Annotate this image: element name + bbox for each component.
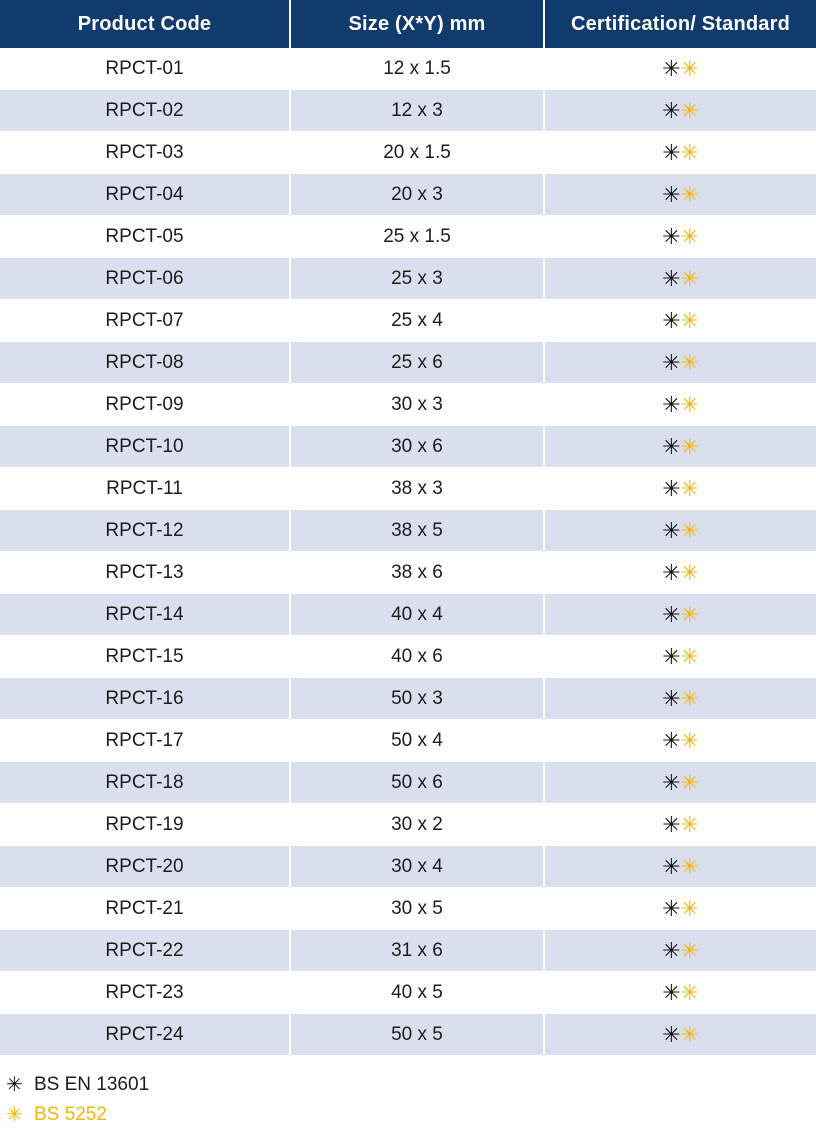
cell-size: 40 x 4: [290, 594, 544, 636]
table-header: [0, 0, 816, 48]
star-icon: ✳: [662, 937, 681, 963]
table-row: [0, 300, 816, 342]
cell-size: 25 x 1.5: [290, 216, 544, 258]
cell-product-code: RPCT-10: [0, 426, 290, 468]
star-icon: ✳: [680, 391, 699, 417]
cell-certification: [544, 510, 816, 552]
cell-size: 31 x 6: [290, 930, 544, 972]
cell-certification: [544, 300, 816, 342]
cell-certification: [544, 468, 816, 510]
star-icon: ✳: [680, 853, 699, 879]
legend-label: BS EN 13601: [34, 1074, 150, 1095]
cell-certification: [544, 930, 816, 972]
cell-certification: [544, 384, 816, 426]
cell-size: 25 x 4: [290, 300, 544, 342]
legend-item: [6, 1070, 816, 1100]
cell-size: 40 x 6: [290, 636, 544, 678]
cell-size: 20 x 3: [290, 174, 544, 216]
cell-size: 12 x 1.5: [290, 48, 544, 90]
cell-certification: [544, 636, 816, 678]
star-icon: ✳: [662, 685, 681, 711]
cell-product-code: RPCT-13: [0, 552, 290, 594]
star-icon: ✳: [680, 517, 699, 543]
table-row: [0, 804, 816, 846]
cell-product-code: RPCT-20: [0, 846, 290, 888]
legend-item: [6, 1100, 816, 1130]
cell-certification: [544, 804, 816, 846]
star-icon: ✳: [680, 937, 699, 963]
cell-size: 50 x 3: [290, 678, 544, 720]
star-icon: ✳: [662, 391, 681, 417]
cell-product-code: RPCT-05: [0, 216, 290, 258]
cell-product-code: RPCT-21: [0, 888, 290, 930]
star-icon: ✳: [662, 895, 681, 921]
table-row: [0, 132, 816, 174]
table-row: [0, 720, 816, 762]
table-row: [0, 216, 816, 258]
star-icon: ✳: [680, 811, 699, 837]
table-row: [0, 930, 816, 972]
cell-size: 38 x 6: [290, 552, 544, 594]
table-row: [0, 552, 816, 594]
table-row: [0, 636, 816, 678]
cell-certification: [544, 48, 816, 90]
cell-size: 50 x 6: [290, 762, 544, 804]
star-icon: ✳: [680, 139, 699, 165]
star-icon: ✳: [680, 475, 699, 501]
star-icon: ✳: [662, 811, 681, 837]
cell-size: 20 x 1.5: [290, 132, 544, 174]
cell-product-code: RPCT-02: [0, 90, 290, 132]
star-icon: ✳: [662, 307, 681, 333]
cell-size: 25 x 3: [290, 258, 544, 300]
table-row: [0, 762, 816, 804]
cell-size: 38 x 3: [290, 468, 544, 510]
cell-certification: [544, 888, 816, 930]
star-icon: ✳: [662, 853, 681, 879]
cell-size: 40 x 5: [290, 972, 544, 1014]
cell-certification: [544, 972, 816, 1014]
star-icon: ✳: [680, 181, 699, 207]
star-icon: ✳: [662, 475, 681, 501]
table-row: [0, 594, 816, 636]
column-header-certification: Certification/ Standard: [544, 0, 816, 48]
star-icon: ✳: [680, 685, 699, 711]
table-body: [0, 48, 816, 1056]
cell-certification: [544, 174, 816, 216]
star-icon: ✳: [680, 979, 699, 1005]
table-row: [0, 90, 816, 132]
table-row: [0, 258, 816, 300]
cell-size: 50 x 4: [290, 720, 544, 762]
star-icon: ✳: [662, 559, 681, 585]
star-icon: ✳: [662, 223, 681, 249]
cell-product-code: RPCT-16: [0, 678, 290, 720]
legend-label: BS 5252: [34, 1104, 107, 1125]
star-icon: ✳: [680, 1021, 699, 1047]
legend: [0, 1056, 816, 1130]
cell-size: 30 x 2: [290, 804, 544, 846]
star-icon: ✳: [680, 769, 699, 795]
cell-size: 30 x 3: [290, 384, 544, 426]
cell-product-code: RPCT-04: [0, 174, 290, 216]
cell-product-code: RPCT-11: [0, 468, 290, 510]
cell-certification: [544, 1014, 816, 1056]
star-icon: ✳: [662, 601, 681, 627]
star-icon: ✳: [680, 349, 699, 375]
star-icon: ✳: [680, 265, 699, 291]
table-row: [0, 888, 816, 930]
cell-size: 30 x 5: [290, 888, 544, 930]
cell-size: 30 x 6: [290, 426, 544, 468]
star-icon: ✳: [662, 517, 681, 543]
table-row: [0, 48, 816, 90]
cell-product-code: RPCT-12: [0, 510, 290, 552]
star-icon: ✳: [662, 55, 681, 81]
cell-certification: [544, 90, 816, 132]
cell-product-code: RPCT-23: [0, 972, 290, 1014]
cell-certification: [544, 552, 816, 594]
cell-certification: [544, 258, 816, 300]
cell-product-code: RPCT-18: [0, 762, 290, 804]
table-row: [0, 972, 816, 1014]
table-row: [0, 846, 816, 888]
table-row: [0, 510, 816, 552]
cell-size: 12 x 3: [290, 90, 544, 132]
table-row: [0, 174, 816, 216]
table-row: [0, 468, 816, 510]
star-icon: ✳: [680, 223, 699, 249]
cell-product-code: RPCT-01: [0, 48, 290, 90]
cell-product-code: RPCT-24: [0, 1014, 290, 1056]
star-icon: ✳: [662, 643, 681, 669]
star-icon: ✳: [662, 265, 681, 291]
cell-product-code: RPCT-07: [0, 300, 290, 342]
cell-size: 38 x 5: [290, 510, 544, 552]
star-icon: ✳: [662, 1021, 681, 1047]
cell-size: 25 x 6: [290, 342, 544, 384]
star-icon: ✳: [680, 433, 699, 459]
star-icon: ✳: [680, 895, 699, 921]
star-icon: ✳: [680, 601, 699, 627]
star-icon: ✳: [662, 979, 681, 1005]
cell-certification: [544, 678, 816, 720]
cell-product-code: RPCT-03: [0, 132, 290, 174]
star-icon: ✳: [6, 1074, 23, 1096]
star-icon: ✳: [680, 97, 699, 123]
cell-product-code: RPCT-06: [0, 258, 290, 300]
cell-certification: [544, 846, 816, 888]
star-icon: ✳: [662, 97, 681, 123]
cell-certification: [544, 594, 816, 636]
cell-certification: [544, 426, 816, 468]
cell-product-code: RPCT-14: [0, 594, 290, 636]
cell-product-code: RPCT-09: [0, 384, 290, 426]
star-icon: ✳: [662, 139, 681, 165]
star-icon: ✳: [6, 1104, 23, 1126]
cell-product-code: RPCT-22: [0, 930, 290, 972]
star-icon: ✳: [662, 769, 681, 795]
column-header-size: Size (X*Y) mm: [290, 0, 544, 48]
cell-product-code: RPCT-15: [0, 636, 290, 678]
cell-certification: [544, 132, 816, 174]
table-row: [0, 342, 816, 384]
cell-certification: [544, 342, 816, 384]
star-icon: ✳: [662, 433, 681, 459]
cell-product-code: RPCT-19: [0, 804, 290, 846]
star-icon: ✳: [662, 181, 681, 207]
table-header-row: [0, 0, 816, 48]
cell-certification: [544, 720, 816, 762]
table-row: [0, 1014, 816, 1056]
star-icon: ✳: [680, 559, 699, 585]
cell-size: 50 x 5: [290, 1014, 544, 1056]
cell-product-code: RPCT-08: [0, 342, 290, 384]
table-row: [0, 426, 816, 468]
star-icon: ✳: [680, 55, 699, 81]
cell-size: 30 x 4: [290, 846, 544, 888]
cell-product-code: RPCT-17: [0, 720, 290, 762]
column-header-product-code: Product Code: [0, 0, 290, 48]
star-icon: ✳: [662, 349, 681, 375]
star-icon: ✳: [680, 307, 699, 333]
table-row: [0, 384, 816, 426]
cell-certification: [544, 762, 816, 804]
star-icon: ✳: [680, 643, 699, 669]
star-icon: ✳: [662, 727, 681, 753]
star-icon: ✳: [680, 727, 699, 753]
table-row: [0, 678, 816, 720]
cell-certification: [544, 216, 816, 258]
